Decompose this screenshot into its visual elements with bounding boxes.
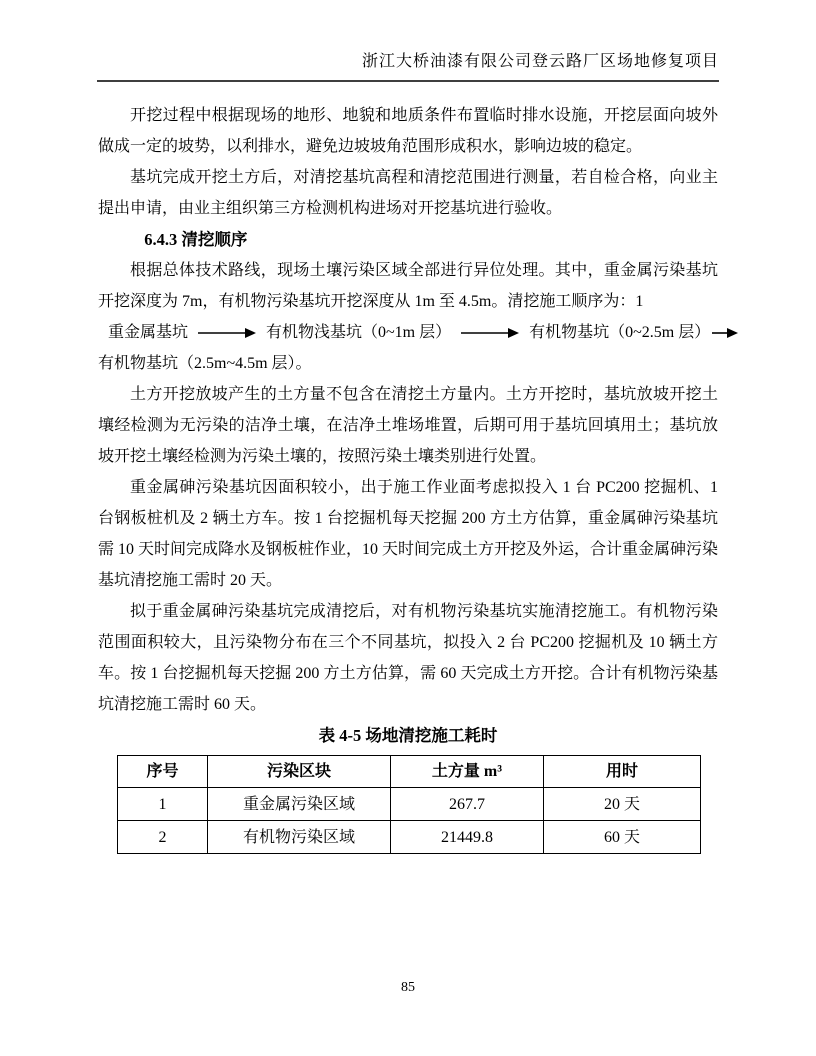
paragraph-organic-schedule: 拟于重金属砷污染基坑完成清挖后，对有机物污染基坑实施清挖施工。有机物污染范围面积较大，且污染物分布在三个不同基坑，拟投入 2 台 PC200 挖掘机及 10 辆土方车。按 1 台挖掘机每天挖掘 200 方土方估算，需 60 天完成土方开挖。合计有机物污染基坑清挖施工需时 60 天。 (98, 603, 718, 713)
flow-step-organic-pit-0-25: 有机物基坑（0~2.5m 层） (529, 324, 711, 341)
table-row (118, 821, 701, 854)
header-divider (97, 80, 719, 82)
excavation-sequence-row-2 (98, 348, 718, 379)
paragraph-excavation-order: 根据总体技术路线，现场土壤污染区域全部进行异位处理。其中，重金属污染基坑开挖深度为 7m，有机物污染基坑开挖深度从 1m 至 4.5m。清挖施工顺序为：1 (98, 262, 718, 310)
cell-duration: 60 天 (544, 821, 701, 854)
excavation-sequence-row-1 (98, 317, 728, 348)
cell-index: 1 (118, 788, 208, 821)
right-arrow-icon (712, 327, 738, 339)
column-header-duration: 用时 (544, 756, 701, 788)
paragraph-slope-soil: 土方开挖放坡产生的土方量不包含在清挖土方量内。土方开挖时，基坑放坡开挖土壤经检测为无污染的洁净土壤，在洁净土堆场堆置，后期可用于基坑回填用土；基坑放坡开挖土壤经检测为污染土壤的，按照污染土壤类别进行处置。 (98, 386, 718, 465)
cell-volume: 267.7 (391, 788, 544, 821)
column-header-index: 序号 (118, 756, 208, 788)
table-row (118, 788, 701, 821)
flow-step-organic-pit-25-45: 有机物基坑（2.5m~4.5m 层）。 (98, 355, 312, 372)
paragraph-pit-acceptance: 基坑完成开挖土方后，对清挖基坑高程和清挖范围进行测量，若自检合格，向业主提出申请，由业主组织第三方检测机构进场对开挖基坑进行验收。 (98, 169, 718, 217)
cell-duration: 20 天 (544, 788, 701, 821)
column-header-area: 污染区块 (208, 756, 391, 788)
paragraph-excavation-drainage: 开挖过程中根据现场的地形、地貌和地质条件布置临时排水设施，开挖层面向坡外做成一定的坡势，以利排水，避免边坡坡角范围形成积水，影响边坡的稳定。 (98, 107, 718, 155)
right-arrow-icon (198, 327, 256, 339)
right-arrow-icon (461, 327, 519, 339)
column-header-volume: 土方量 m³ (391, 756, 544, 788)
paragraph-heavy-metal-schedule: 重金属砷污染基坑因面积较小，出于施工作业面考虑拟投入 1 台 PC200 挖掘机、1 台钢板桩机及 2 辆土方车。按 1 台挖掘机每天挖掘 200 方土方估算，重金属砷污染基坑需 10 天时间完成降水及钢板桩作业，10 天时间完成土方开挖及外运，合计重金属砷污染基坑清挖施工需时 20 天。 (98, 479, 719, 589)
running-header: 浙江大桥油漆有限公司登云路厂区场地修复项目 (361, 53, 719, 70)
cell-area: 有机物污染区域 (208, 821, 391, 854)
cell-index: 2 (118, 821, 208, 854)
cell-area: 重金属污染区域 (208, 788, 391, 821)
section-heading-643: 6.4.3 清挖顺序 (144, 230, 248, 249)
table-caption: 表 4-5 场地清挖施工耗时 (318, 726, 498, 745)
page-number: 85 (401, 980, 415, 995)
flow-step-heavy-metal-pit: 重金属基坑 (108, 324, 189, 341)
cell-volume: 21449.8 (391, 821, 544, 854)
flow-step-organic-shallow-pit: 有机物浅基坑（0~1m 层） (266, 324, 452, 341)
table-header-row (118, 756, 701, 788)
excavation-time-table (117, 755, 701, 854)
